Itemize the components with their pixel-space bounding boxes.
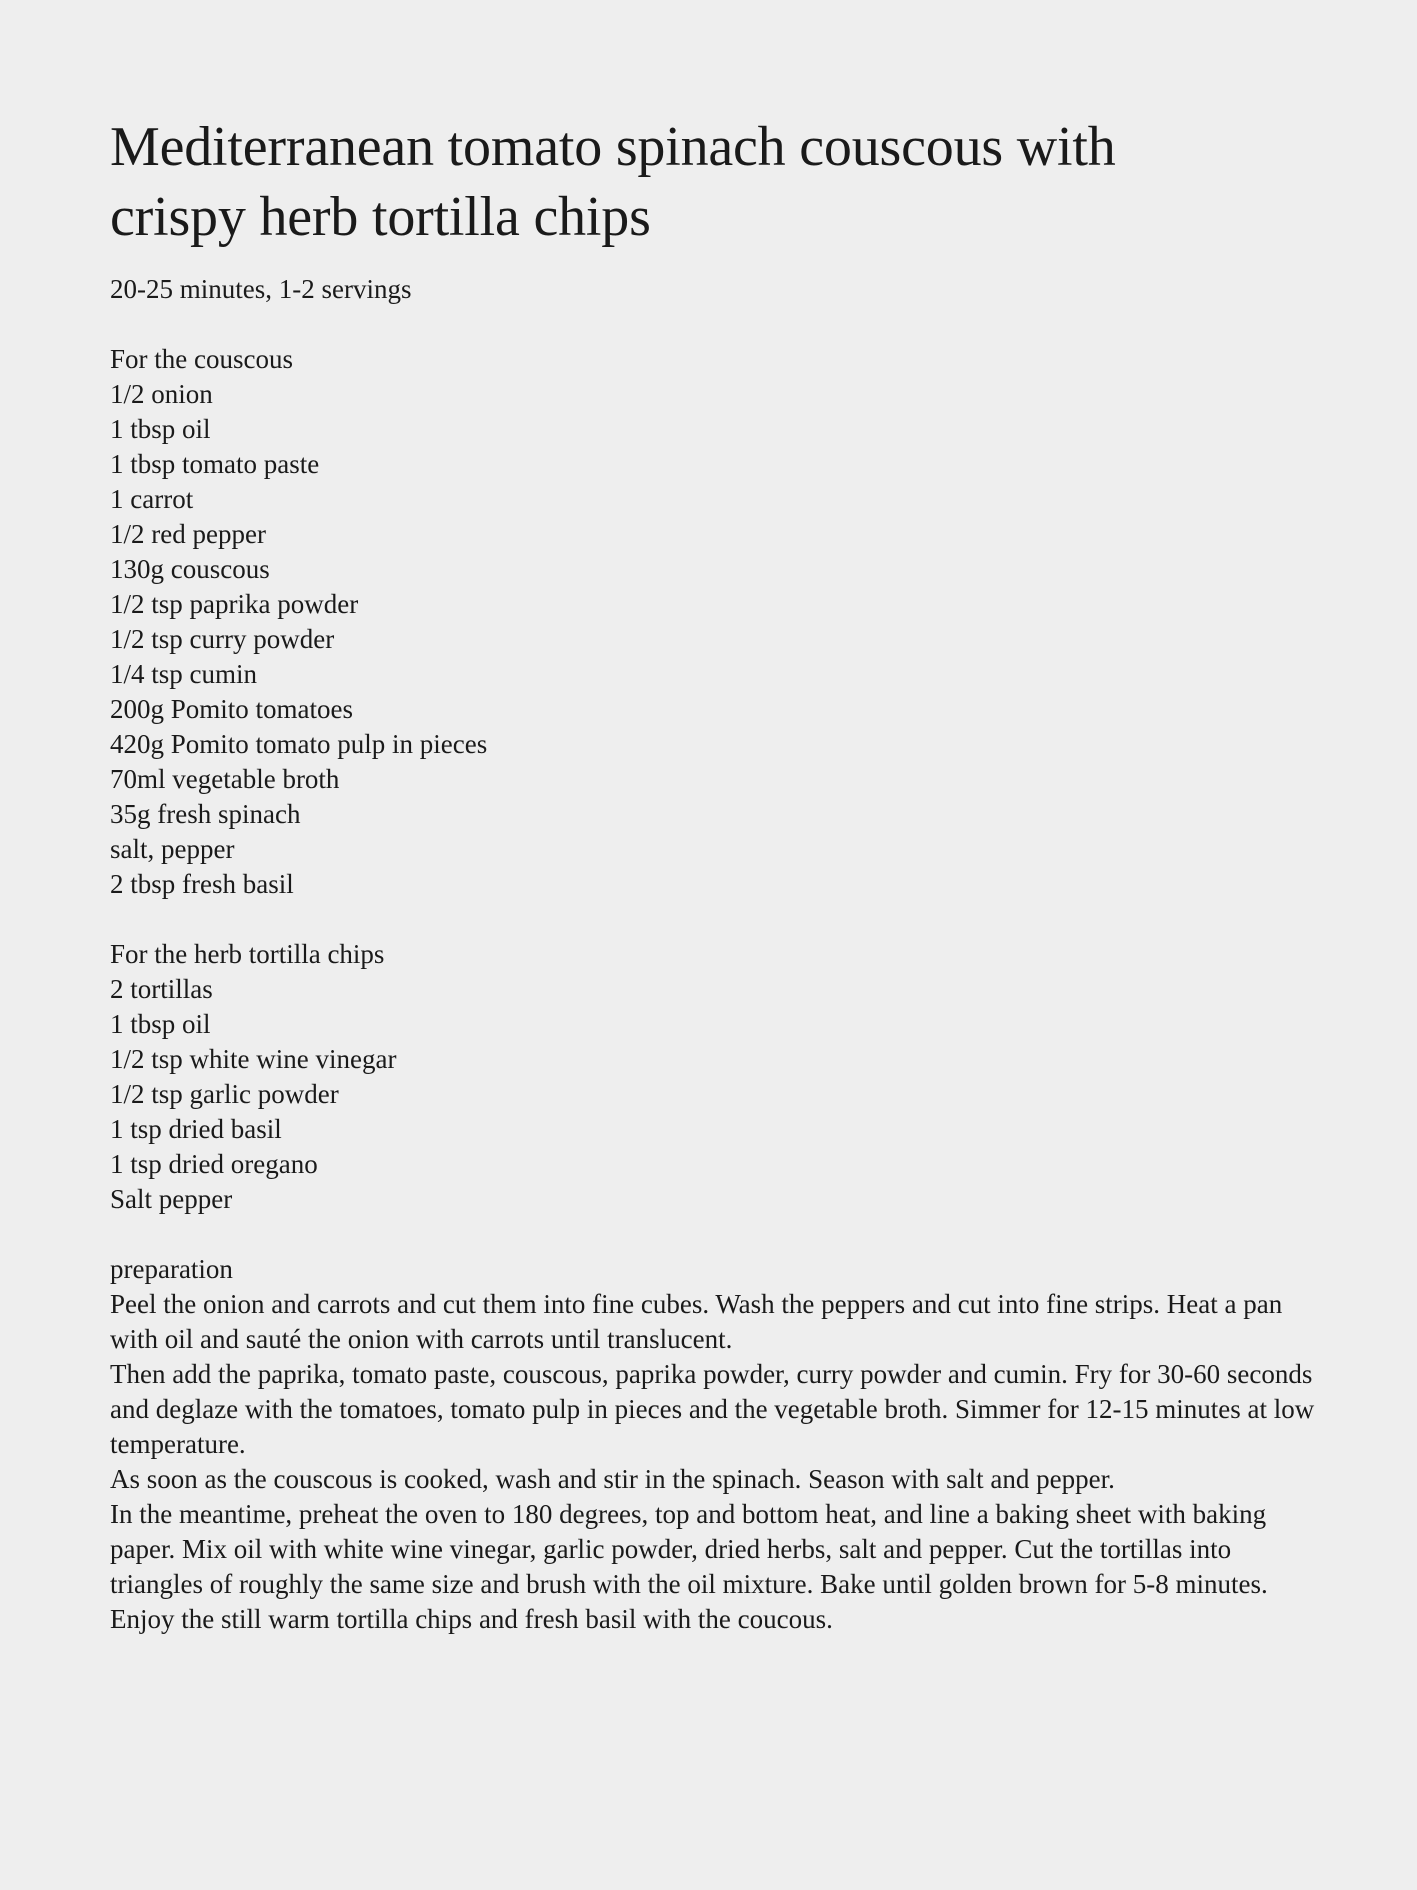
preparation-step: Then add the paprika, tomato paste, couscous, paprika powder, curry powder and cumin. Fry for 30-60 seconds and deglaze with the tomatoes, tomato pulp in pieces and the vegetable broth. Simmer for 12-15 minutes at low temperature.	[110, 1359, 1315, 1459]
recipe-title: Mediterranean tomato spinach couscous with crispy herb tortilla chips	[110, 116, 1116, 248]
ingredient-item: 1/2 tsp garlic powder	[110, 1079, 339, 1109]
ingredient-item: Salt pepper	[110, 1184, 233, 1214]
ingredient-item: 1 carrot	[110, 484, 194, 514]
ingredient-item: 70ml vegetable broth	[110, 764, 340, 794]
preparation-section	[110, 1252, 1330, 1637]
ingredient-item: 200g Pomito tomatoes	[110, 694, 353, 724]
preparation-step: Peel the onion and carrots and cut them into fine cubes. Wash the peppers and cut into fine strips. Heat a pan with oil and sauté the onion with carrots until translucent.	[110, 1289, 1283, 1354]
recipe-meta: 20-25 minutes, 1-2 servings	[110, 274, 412, 304]
ingredient-item: 1 tbsp tomato paste	[110, 449, 320, 479]
ingredient-item: salt, pepper	[110, 834, 235, 864]
ingredient-item: 1/4 tsp cumin	[110, 659, 257, 689]
ingredient-item: 1/2 tsp paprika powder	[110, 589, 359, 619]
preparation-step: As soon as the couscous is cooked, wash and stir in the spinach. Season with salt and pepper.	[110, 1464, 1115, 1494]
couscous-heading: For the couscous	[110, 344, 293, 374]
ingredient-item: 35g fresh spinach	[110, 799, 301, 829]
ingredient-item: 1 tsp dried basil	[110, 1114, 282, 1144]
ingredient-item: 1/2 tsp white wine vinegar	[110, 1044, 397, 1074]
ingredient-item: 1/2 tsp curry powder	[110, 624, 335, 654]
couscous-section	[110, 342, 1330, 902]
ingredient-item: 2 tbsp fresh basil	[110, 869, 294, 899]
ingredient-item: 420g Pomito tomato pulp in pieces	[110, 729, 488, 759]
ingredient-item: 130g couscous	[110, 554, 270, 584]
preparation-step: In the meantime, preheat the oven to 180 degrees, top and bottom heat, and line a baking sheet with baking paper. Mix oil with white wine vinegar, garlic powder, dried herbs, salt and pepper. Cut the tortillas into triangles of roughly the same size and brush with the oil mixture. Bake until golden brown for 5-8 minutes.	[110, 1499, 1268, 1599]
ingredient-item: 1 tbsp oil	[110, 1009, 211, 1039]
ingredient-item: 1 tbsp oil	[110, 414, 211, 444]
chips-heading: For the herb tortilla chips	[110, 939, 385, 969]
recipe-document	[110, 112, 1330, 1637]
ingredient-item: 1/2 red pepper	[110, 519, 266, 549]
chips-ingredient-list	[110, 972, 1330, 1217]
preparation-heading: preparation	[110, 1254, 233, 1284]
preparation-step: Enjoy the still warm tortilla chips and fresh basil with the coucous.	[110, 1604, 833, 1634]
chips-section	[110, 937, 1330, 1217]
ingredient-item: 2 tortillas	[110, 974, 213, 1004]
couscous-ingredient-list	[110, 377, 1330, 902]
ingredient-item: 1 tsp dried oregano	[110, 1149, 318, 1179]
ingredient-item: 1/2 onion	[110, 379, 213, 409]
